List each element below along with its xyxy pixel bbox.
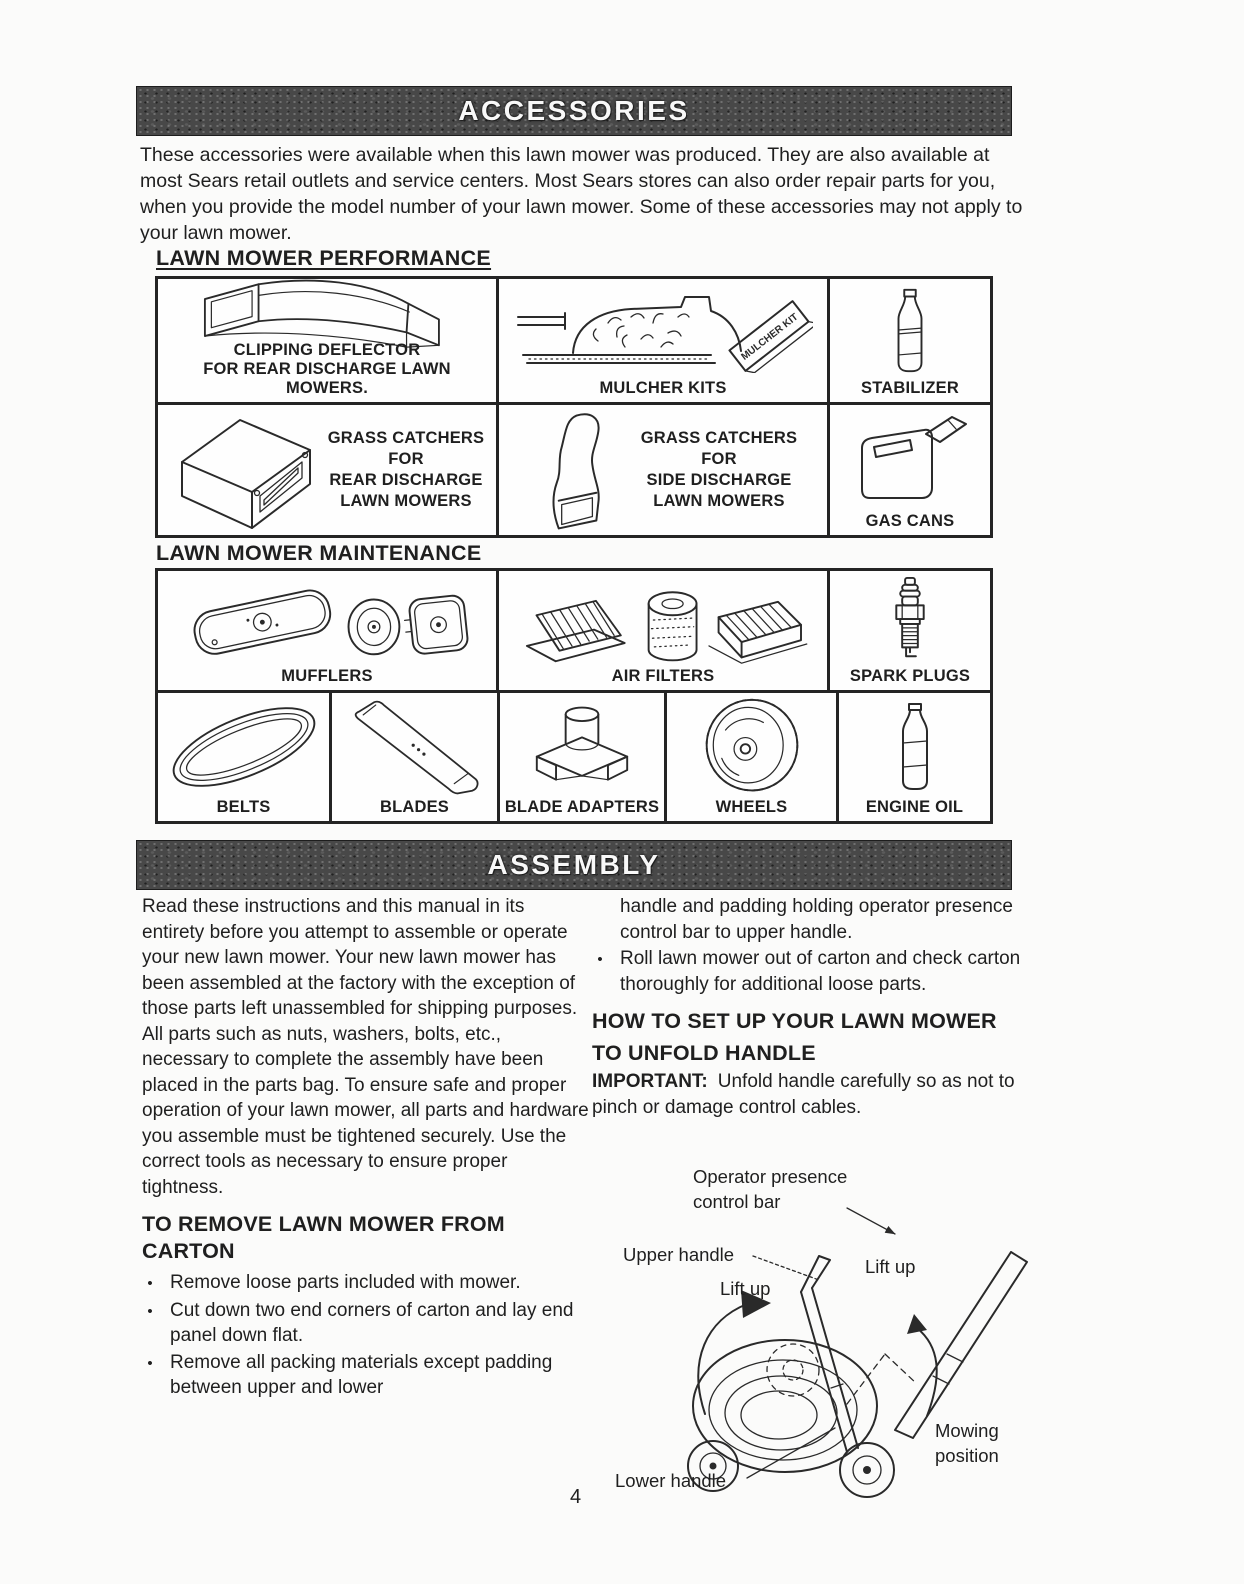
mulcher-kit-icon bbox=[513, 282, 813, 379]
grass-catcher-rear-icon bbox=[170, 410, 320, 530]
list-item: • Remove loose parts included with mower. bbox=[142, 1270, 590, 1297]
belts-cell bbox=[158, 693, 332, 821]
clipping-deflector-caption: CLIPPING DEFLECTOR FOR REAR DISCHARGE LAWN MOWERS. bbox=[203, 341, 451, 397]
mulcher-kits-caption: MULCHER KITS bbox=[599, 379, 727, 397]
maintenance-row-2 bbox=[158, 690, 990, 821]
mufflers-cell bbox=[158, 571, 499, 690]
list-item: • Remove all packing materials except padding between upper and lower bbox=[142, 1350, 590, 1401]
stabilizer-cell bbox=[830, 279, 990, 402]
operator-presence-label: Operator presence control bar bbox=[693, 1166, 848, 1212]
stabilizer-caption: STABILIZER bbox=[861, 379, 959, 397]
clipping-deflector-cell bbox=[158, 279, 499, 402]
performance-table bbox=[155, 276, 993, 538]
grass-catchers-side-caption: GRASS CATCHERS FOR SIDE DISCHARGE LAWN MOWERS bbox=[640, 429, 798, 510]
belts-caption: BELTS bbox=[216, 798, 271, 816]
wheels-cell bbox=[667, 693, 839, 821]
accessories-intro: These accessories were available when this lawn mower was produced. They are also available at most Sears retail outlets and service centers. Most Sears stores can also order repair parts for you, when you provide the model number of your lawn mower. Some of these accessories may not apply to your lawn mower. bbox=[140, 144, 1023, 244]
carton-bullet-continuation: handle and padding holding operator presence control bar to upper handle. bbox=[620, 896, 1013, 943]
remove-from-carton-list bbox=[142, 1270, 590, 1401]
engine-oil-caption: ENGINE OIL bbox=[865, 798, 964, 816]
mulcher-kits-cell bbox=[499, 279, 830, 402]
wheel-icon bbox=[696, 696, 808, 798]
assembly-title: ASSEMBLY bbox=[487, 849, 661, 880]
maintenance-heading: LAWN MOWER MAINTENANCE bbox=[156, 541, 482, 565]
spark-plugs-caption: SPARK PLUGS bbox=[849, 667, 971, 685]
maintenance-table bbox=[155, 568, 993, 824]
unfold-handle-diagram bbox=[595, 1156, 1045, 1512]
engine-oil-bottle-icon bbox=[885, 696, 945, 798]
blade-adapters-caption: BLADE ADAPTERS bbox=[504, 798, 660, 816]
grass-catchers-rear-cell bbox=[158, 405, 499, 535]
important-note: IMPORTANT: Unfold handle carefully so as not to pinch or damage control cables. bbox=[592, 1071, 1015, 1118]
air-filters-icon bbox=[513, 574, 813, 667]
bullet-icon bbox=[592, 946, 608, 997]
spark-plug-icon bbox=[883, 574, 937, 667]
bullet-icon bbox=[142, 1270, 158, 1297]
grass-catchers-side-cell bbox=[499, 405, 830, 535]
remove-from-carton-heading: TO REMOVE LAWN MOWER FROM CARTON bbox=[142, 1212, 505, 1263]
clipping-deflector-icon bbox=[182, 282, 472, 341]
list-item: • Cut down two end corners of carton and lay end panel down flat. bbox=[142, 1298, 590, 1349]
performance-row-1 bbox=[158, 279, 990, 402]
assembly-section-band bbox=[136, 840, 1012, 890]
gas-cans-caption: GAS CANS bbox=[865, 512, 955, 530]
setup-heading: HOW TO SET UP YOUR LAWN MOWER bbox=[592, 1009, 997, 1033]
maintenance-row-1 bbox=[158, 571, 990, 690]
bullet-icon bbox=[142, 1350, 158, 1401]
air-filters-caption: AIR FILTERS bbox=[611, 667, 715, 685]
accessories-title: ACCESSORIES bbox=[458, 95, 690, 126]
blade-adapter-icon bbox=[509, 696, 655, 798]
assembly-intro-paragraph: Read these instructions and this manual in its entirety before you attempt to assemble or operate your new lawn mower. Your new lawn mower has been assembled at the factory with the exception of those parts left unassembled for shipping purposes. All parts such as nuts, washers, bolts, etc., necessary to complete the assembly have been placed in the parts bag. To ensure safe and proper operation of your lawn mower, all parts and hardware you assemble must be tightened securely. Use the correct tools as necessary to ensure proper tightness. bbox=[142, 896, 589, 1198]
grass-catchers-rear-caption: GRASS CATCHERS FOR REAR DISCHARGE LAWN MOWERS bbox=[327, 429, 485, 510]
belt-icon bbox=[161, 696, 327, 798]
assembly-right-column bbox=[592, 894, 1040, 1120]
gas-can-icon bbox=[844, 408, 976, 512]
stabilizer-bottle-icon bbox=[878, 282, 942, 379]
blade-adapters-cell bbox=[500, 693, 667, 821]
gas-cans-cell bbox=[830, 405, 990, 535]
assembly-left-column bbox=[142, 894, 590, 1402]
lower-handle-label: Lower handle bbox=[615, 1470, 727, 1491]
blades-cell bbox=[332, 693, 500, 821]
page-number: 4 bbox=[570, 1486, 582, 1508]
mufflers-caption: MUFFLERS bbox=[281, 667, 373, 685]
performance-heading: LAWN MOWER PERFORMANCE bbox=[156, 246, 492, 270]
spark-plugs-cell bbox=[830, 571, 990, 690]
lift-up-left-label: Lift up bbox=[720, 1278, 771, 1299]
important-label: IMPORTANT: bbox=[592, 1071, 708, 1092]
blades-caption: BLADES bbox=[379, 798, 450, 816]
unfold-handle-heading: TO UNFOLD HANDLE bbox=[592, 1041, 816, 1065]
air-filters-cell bbox=[499, 571, 830, 690]
blade-icon bbox=[340, 696, 490, 798]
engine-oil-cell bbox=[839, 693, 990, 821]
mufflers-icon bbox=[177, 574, 477, 667]
upper-handle-label: Upper handle bbox=[623, 1244, 735, 1265]
accessories-section-band bbox=[136, 86, 1012, 136]
grass-catcher-side-icon bbox=[529, 409, 633, 531]
lift-up-right-label: Lift up bbox=[865, 1256, 916, 1277]
bullet-icon bbox=[142, 1298, 158, 1349]
performance-row-2 bbox=[158, 402, 990, 535]
wheels-caption: WHEELS bbox=[715, 798, 788, 816]
mowing-position-label: Mowing position bbox=[935, 1420, 999, 1466]
list-item: • Roll lawn mower out of carton and check carton thoroughly for additional loose parts. bbox=[592, 946, 1040, 997]
mulcher-box-label: MULCHER KIT bbox=[739, 311, 801, 363]
